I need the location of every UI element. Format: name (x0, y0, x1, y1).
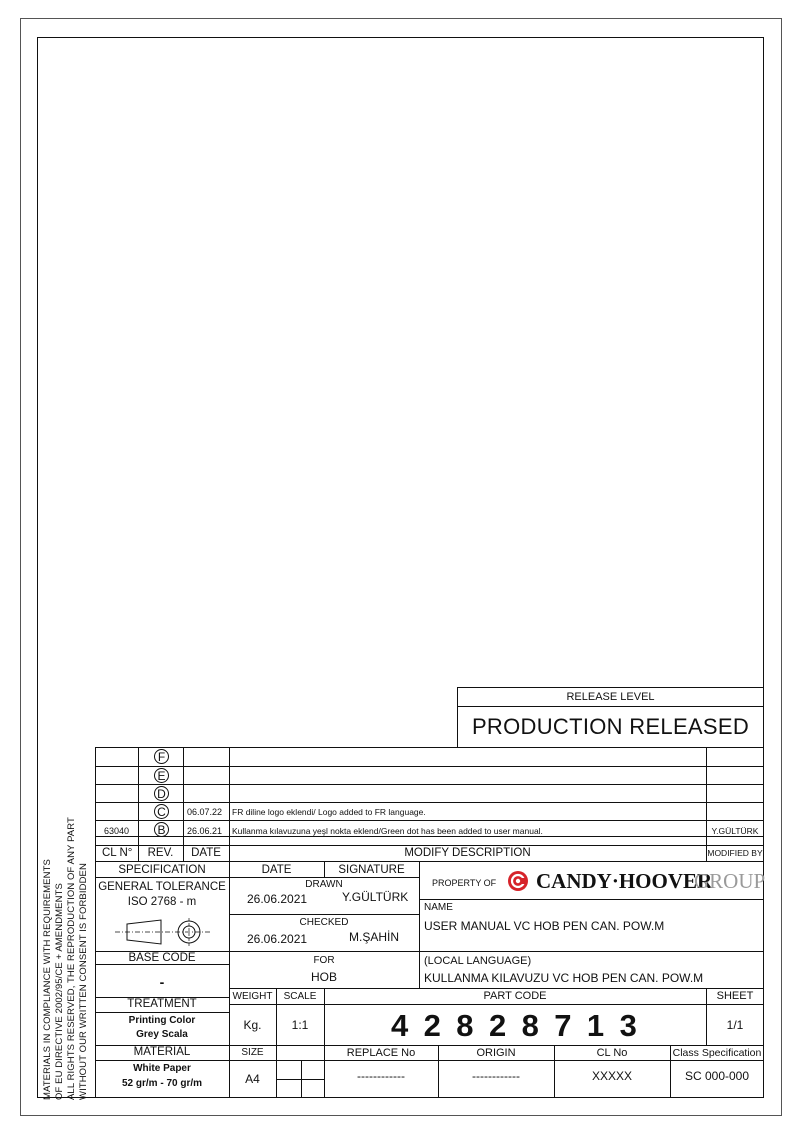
name-value: USER MANUAL VC HOB PEN CAN. POW.M (424, 919, 665, 933)
material-header: MATERIAL (133, 1046, 191, 1058)
revision-modified-by: Y.GÜLTÜRK (711, 826, 759, 836)
local-language-label: (LOCAL LANGUAGE) (424, 955, 532, 967)
replace-value: ------------ (357, 1069, 405, 1083)
header-modified-by: MODIFIED BY (707, 848, 763, 858)
header-modify-description: MODIFY DESCRIPTION (404, 847, 531, 859)
revision-description: Kullanma kılavuzuna yeşl nokta eklend/Green dot has been added to user manual. (232, 826, 543, 836)
drawn-by: Y.GÜLTÜRK (342, 890, 409, 904)
part-code-header: PART CODE (483, 990, 547, 1002)
brand-group: GROUP (694, 869, 766, 893)
specification-header: SPECIFICATION (118, 864, 206, 876)
revision-date: 26.06.21 (187, 826, 223, 836)
revision-letter: D (154, 786, 169, 801)
revision-description: FR diline logo eklendi/ Logo added to FR language. (232, 807, 426, 817)
checked-label: CHECKED (299, 917, 349, 928)
side-notice-line: MATERIALS IN COMPLIANCE WITH REQUIREMENTS (42, 859, 53, 1100)
revision-cl-number: 63040 (104, 826, 130, 836)
origin-value: ------------ (472, 1069, 520, 1083)
drawn-date: 26.06.2021 (247, 892, 308, 906)
header-date: DATE (191, 847, 221, 859)
local-language-value: KULLANMA KILAVUZU VC HOB PEN CAN. POW.M (424, 971, 704, 985)
origin-header: ORIGIN (476, 1047, 516, 1059)
cl-no-header: CL No (596, 1047, 628, 1059)
brand-name: CANDY·HOOVER (536, 869, 713, 893)
for-label: FOR (313, 955, 335, 966)
cl-no-value: XXXXX (591, 1069, 633, 1083)
sheet-value: 1/1 (726, 1018, 744, 1032)
size-value: A4 (245, 1072, 260, 1086)
replace-header: REPLACE No (346, 1047, 416, 1059)
sheet-header: SHEET (716, 990, 754, 1002)
weight-value: Kg. (243, 1018, 262, 1032)
class-specification-value: SC 000-000 (684, 1069, 750, 1083)
candy-hoover-logo-icon (507, 870, 529, 892)
release-level-label: RELEASE LEVEL (566, 691, 655, 703)
date-header: DATE (261, 864, 292, 876)
revision-date: 06.07.22 (187, 807, 223, 817)
base-code-value: - (159, 974, 165, 990)
treatment-line-1: Printing Color (128, 1015, 196, 1026)
revision-letter: E (154, 768, 169, 783)
property-of-label: PROPERTY OF (432, 878, 497, 888)
header-cl-number: CL N° (102, 847, 133, 859)
drawn-label: DRAWN (305, 879, 343, 890)
weight-header: WEIGHT (232, 991, 273, 1002)
projection-symbol-icon (113, 918, 213, 948)
treatment-line-2: Grey Scala (136, 1029, 188, 1040)
checked-date: 26.06.2021 (247, 932, 308, 946)
material-line-2: 52 gr/m - 70 gr/m (121, 1078, 203, 1089)
header-rev: REV. (147, 847, 174, 859)
tolerance-standard: ISO 2768 - m (127, 896, 197, 908)
treatment-header: TREATMENT (127, 998, 197, 1010)
size-header: SIZE (241, 1047, 264, 1058)
general-tolerance: GENERAL TOLERANCE (98, 881, 226, 893)
base-code-header: BASE CODE (128, 952, 196, 964)
release-level-value: PRODUCTION RELEASED (471, 714, 750, 739)
scale-value: 1:1 (291, 1018, 309, 1032)
for-value: HOB (310, 970, 337, 984)
side-notice-line: OF EU DIRECTIVE 2002/95/CE + AMENDMENTS (54, 883, 65, 1100)
revision-letter: B (154, 822, 169, 837)
side-notice-line: ALL RIGHTS RESERVED, THE REPRODUCTION OF ANY PART (66, 817, 77, 1100)
signature-header: SIGNATURE (338, 864, 405, 876)
revision-letter: C (154, 804, 169, 819)
scale-header: SCALE (283, 991, 317, 1002)
material-line-1: White Paper (133, 1063, 191, 1074)
revision-letter: F (154, 749, 169, 764)
name-label: NAME (424, 902, 453, 913)
checked-by: M.ŞAHİN (349, 930, 400, 944)
release-divider (457, 706, 764, 707)
side-legal-notice (42, 740, 102, 1100)
side-notice-line: WITHOUT OUR WRITTEN CONSENT IS FORBIDDEN (78, 863, 89, 1100)
class-specification-header: Class Specification (672, 1047, 762, 1059)
part-code-value: 4 2 8 2 8 7 1 3 (391, 1008, 641, 1043)
